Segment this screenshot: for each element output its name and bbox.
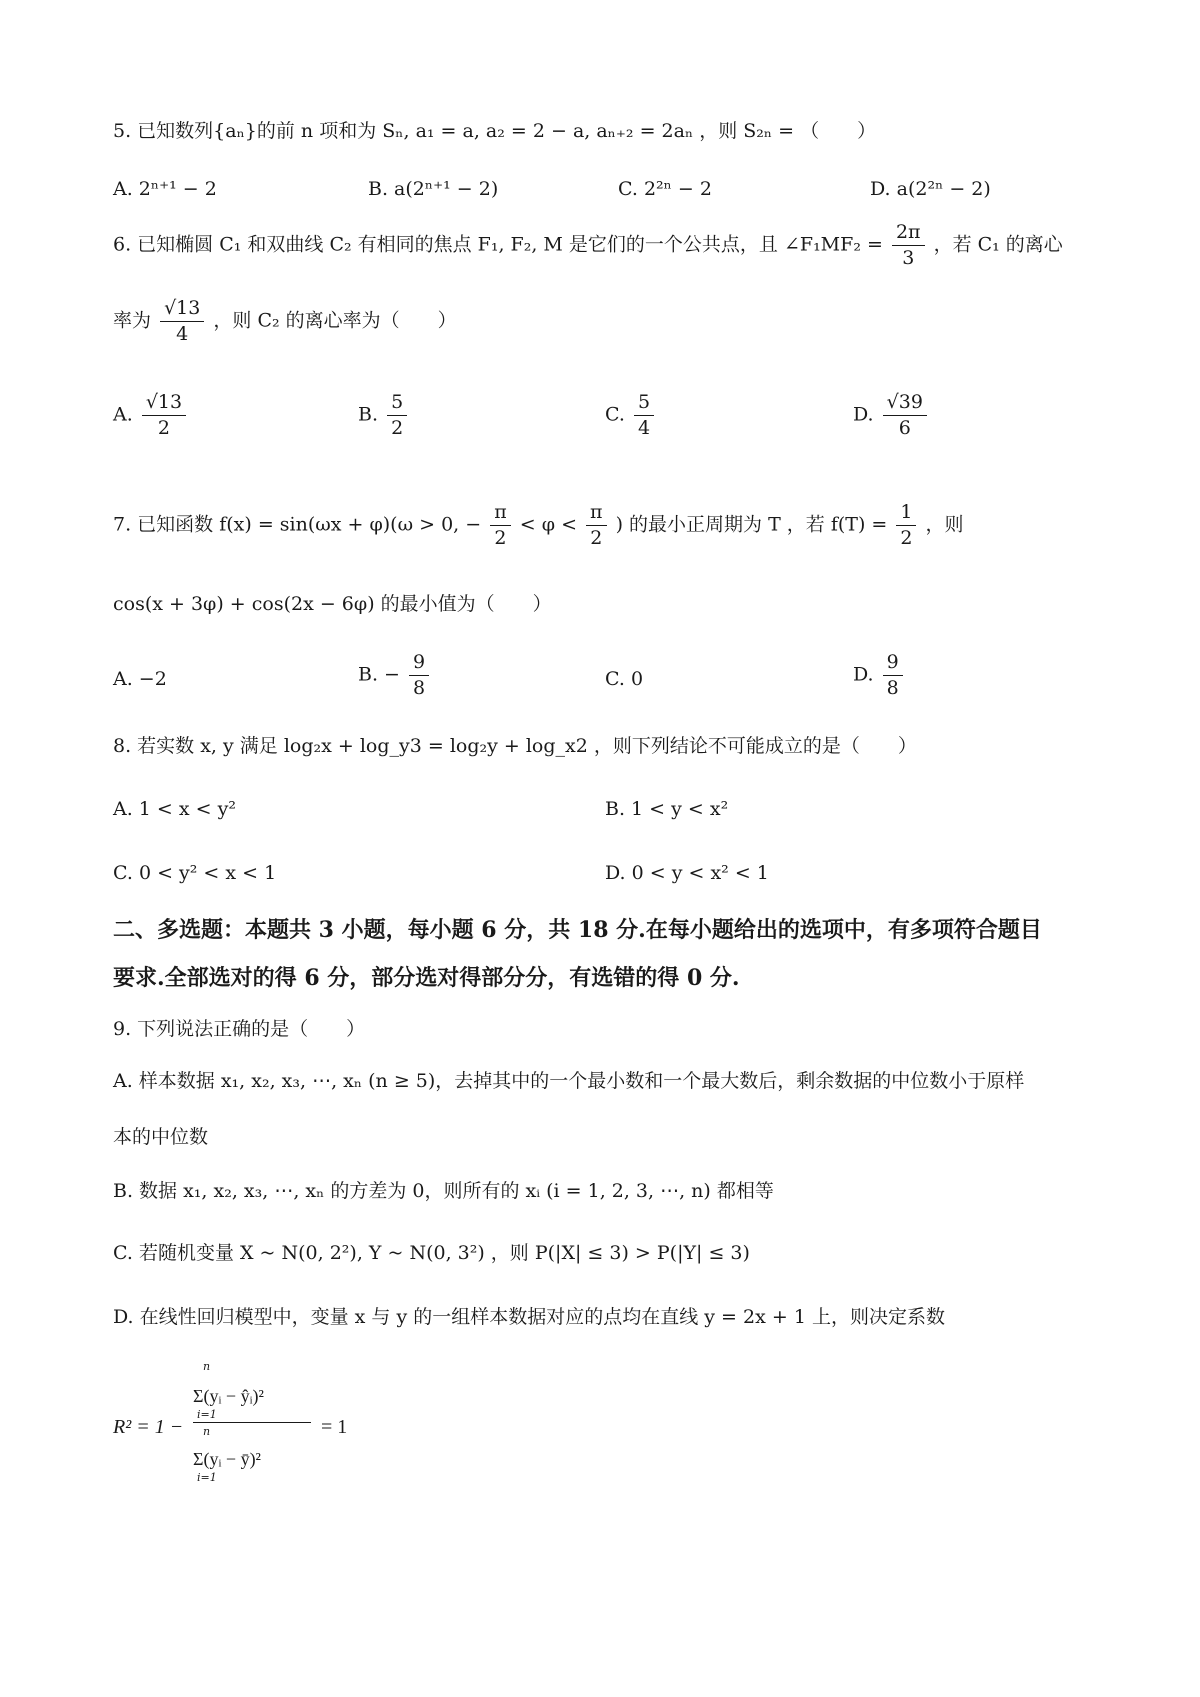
q6-stem-part1: 6. 已知椭圆 C₁ 和双曲线 C₂ 有相同的焦点 F₁, F₂, M 是它们的一个公共点，且 ∠F₁MF₂ = [113,233,883,256]
q7-option-b-label: B. − [358,663,400,686]
q6-line2-prefix: 率为 [113,309,152,332]
q6-option-d-fraction [883,392,927,439]
q7-pi-num-right: π [586,502,607,526]
q6-option-a-den: 2 [157,416,170,439]
q7-option-d-fraction [883,652,903,699]
q7-half-num: 1 [896,502,916,526]
q7-stem-part2: ) 的最小正周期为 T ，若 f(T) = [615,513,888,536]
q6-option-d-label: D. [853,403,874,426]
q6-option-c-label: C. [605,403,625,426]
q6-option-b-den: 2 [391,416,404,439]
q6-e1-num: √13 [160,298,204,322]
q7-stem-line1 [113,502,964,549]
formula-numerator-block [193,1360,313,1422]
q6-option-b-num: 5 [387,392,407,416]
q7-pi-num-left: π [490,502,511,526]
formula-denominator-block [193,1423,313,1485]
q6-option-c [605,392,657,439]
q9-option-a-line1: A. 样本数据 x₁, x₂, x₃, ⋯, xₙ (n ≥ 5)，去掉其中的一个最小数和一个最大数后，剩余数据的中位数小于原样 [113,1070,1025,1092]
q5-option-c: C. 2²ⁿ − 2 [618,178,712,200]
q5-option-d: D. a(2²ⁿ − 2) [870,178,991,200]
q6-angle-fraction [892,222,925,269]
q7-stem-part1: 7. 已知函数 f(x) = sin(ωx + φ)(ω > 0, − [113,513,482,536]
q5-option-b: B. a(2ⁿ⁺¹ − 2) [368,178,499,200]
q6-option-b-label: B. [358,403,379,426]
q6-option-d-num: √39 [883,392,927,416]
q6-option-a-num: √13 [142,392,186,416]
q6-angle-num: 2π [892,222,925,246]
formula-num-sum-lower: i=1 [197,1408,217,1421]
q6-option-c-fraction [634,392,654,439]
q7-option-c: C. 0 [605,668,644,690]
q6-line2-suffix: ，则 C₂ 的离心率为（ ） [213,309,457,332]
q6-e1-den: 4 [176,322,189,345]
q6-option-b-fraction [387,392,407,439]
q6-stem-line1 [113,222,1063,269]
q8-option-c: C. 0 < y² < x < 1 [113,862,277,884]
q8-option-d: D. 0 < y < x² < 1 [605,862,769,884]
q6-option-a [113,392,189,439]
q5-option-a: A. 2ⁿ⁺¹ − 2 [113,178,217,200]
section2-heading-line2: 要求.全部选对的得 6 分，部分选对得部分分，有选错的得 0 分. [113,965,740,991]
q6-stem-part2: ，若 C₁ 的离心 [933,233,1063,256]
q6-option-d-den: 6 [898,416,911,439]
q8-stem: 8. 若实数 x, y 满足 log₂x + log_y3 = log₂y + log_x2 ，则下列结论不可能成立的是（ ） [113,735,917,757]
q5-stem: 5. 已知数列{aₙ}的前 n 项和为 Sₙ, a₁ = a, a₂ = 2 − a, aₙ₊₂ = 2aₙ ，则 S₂ₙ = （ ） [113,120,877,142]
formula-num-sum-upper: n [203,1360,211,1373]
q7-pi-den-left: 2 [494,526,507,549]
q6-option-a-fraction [142,392,186,439]
q6-option-b [358,392,410,439]
q7-option-b [358,652,432,699]
q7-option-b-num: 9 [409,652,429,676]
formula-den-sum-lower: i=1 [197,1471,217,1484]
r-squared-formula [113,1360,373,1500]
q7-pi-fraction-right [586,502,607,549]
q9-stem: 9. 下列说法正确的是（ ） [113,1018,366,1040]
formula-rhs: = 1 [321,1416,348,1438]
q7-option-b-fraction [409,652,429,699]
formula-den-sum-upper: n [203,1425,211,1438]
q9-option-a-line2: 本的中位数 [113,1126,209,1148]
formula-lhs: R² = 1 − [113,1416,184,1438]
q6-stem-line2 [113,298,457,345]
q7-stem-line2: cos(x + 3φ) + cos(2x − 6φ) 的最小值为（ ） [113,593,552,615]
q7-stem-part3: ，则 [925,513,964,536]
q7-option-a: A. −2 [113,668,167,690]
q7-option-d-label: D. [853,663,874,686]
q6-option-a-label: A. [113,403,133,426]
q8-option-a: A. 1 < x < y² [113,798,236,820]
q6-option-c-den: 4 [637,416,651,439]
q9-option-c: C. 若随机变量 X ~ N(0, 2²), Y ~ N(0, 3²) ，则 P(|X| ≤ 3) > P(|Y| ≤ 3) [113,1242,750,1264]
q9-option-b: B. 数据 x₁, x₂, x₃, ⋯, xₙ 的方差为 0，则所有的 xᵢ (i = 1, 2, 3, ⋯, n) 都相等 [113,1180,774,1202]
q7-option-d-num: 9 [883,652,903,676]
formula-denominator: Σ(yᵢ − ȳ)² [193,1449,261,1469]
q7-pi-fraction-left [490,502,511,549]
q7-half-fraction [896,502,916,549]
q7-half-den: 2 [900,526,913,549]
q7-option-d-den: 8 [886,676,899,699]
formula-numerator: Σ(yᵢ − ŷᵢ)² [193,1386,264,1406]
section2-heading-line1: 二、多选题：本题共 3 小题，每小题 6 分，共 18 分.在每小题给出的选项中，有多项符合题目 [113,917,1042,943]
q6-angle-den: 3 [902,246,915,269]
q6-option-c-num: 5 [634,392,654,416]
q7-option-b-den: 8 [413,676,426,699]
q7-mid: < φ < [519,513,577,536]
q6-e1-fraction [160,298,204,345]
q8-option-b: B. 1 < y < x² [605,798,729,820]
q9-option-d: D. 在线性回归模型中，变量 x 与 y 的一组样本数据对应的点均在直线 y = 2x + 1 上，则决定系数 [113,1306,945,1328]
formula-fraction [193,1360,313,1485]
q7-option-d [853,652,906,699]
q7-pi-den-right: 2 [590,526,603,549]
q6-option-d [853,392,930,439]
